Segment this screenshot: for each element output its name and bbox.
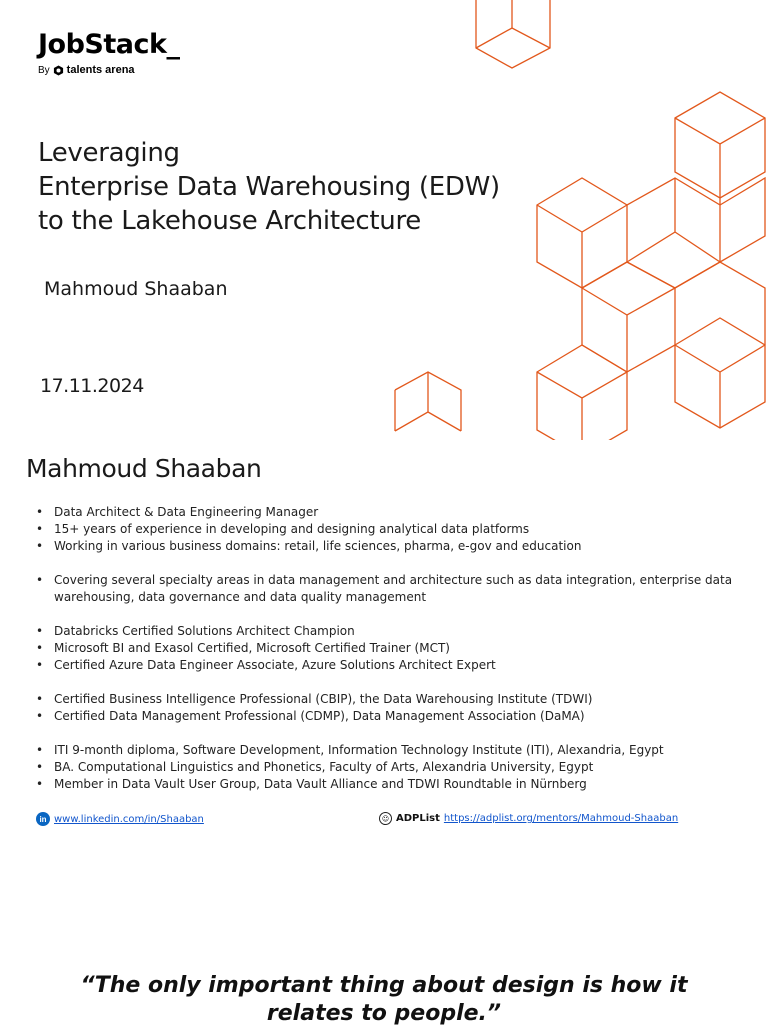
adplist-link[interactable]: https://adplist.org/mentors/Mahmoud-Shaaban [443, 813, 679, 824]
logo-brand: talents arena [66, 64, 135, 76]
cube-pattern-decoration [0, 0, 768, 440]
title-line: to the Lakehouse Architecture [38, 206, 421, 236]
bullet-item: • Certified Data Management Professional (CDMP), Data Management Association (DaMA) [36, 708, 756, 725]
logo-wordmark: JobStack [38, 29, 167, 60]
title-line: Enterprise Data Warehousing (EDW) [38, 172, 500, 202]
logo-by: By [38, 65, 50, 76]
bullet-item: • Working in various business domains: retail, life sciences, pharma, e-gov and education [36, 538, 756, 555]
contact-links [36, 812, 756, 828]
bullet-item: • ITI 9-month diploma, Software Development, Information Technology Institute (ITI), Alexandria, Egypt [36, 742, 756, 759]
bullet-item: • Member in Data Vault User Group, Data Vault Alliance and TDWI Roundtable in Nürnberg [36, 776, 756, 793]
presentation-date: 17.11.2024 [40, 375, 144, 397]
bullet-item: • Data Architect & Data Engineering Manager [36, 504, 756, 521]
bio-bullets [36, 504, 756, 810]
bullet-group [36, 691, 756, 725]
adplist-contact [379, 812, 678, 825]
linkedin-contact [36, 812, 204, 826]
bio-slide [0, 448, 768, 1024]
quote-line: “The only important thing about design is how it [80, 973, 688, 998]
quote-line: relates to people.” [266, 1001, 502, 1026]
title-line: Leveraging [38, 138, 180, 168]
bullet-group [36, 742, 756, 793]
bullet-item: • Covering several specialty areas in data management and architecture such as data integration, enterprise data warehousing, data governance and data quality management [36, 572, 756, 606]
bullet-group [36, 623, 756, 674]
bullet-item: • BA. Computational Linguistics and Phonetics, Faculty of Arts, Alexandria University, Egypt [36, 759, 756, 776]
linkedin-link[interactable]: www.linkedin.com/in/Shaaban [54, 813, 204, 825]
bullet-item: • 15+ years of experience in developing and designing analytical data platforms [36, 521, 756, 538]
bullet-item: • Databricks Certified Solutions Architect Champion [36, 623, 756, 640]
title-slide [0, 0, 768, 440]
adplist-icon: ☺ [379, 812, 392, 825]
linkedin-icon[interactable]: in [36, 812, 50, 826]
bullet-group [36, 504, 756, 555]
design-quote [0, 972, 768, 1028]
bullet-item: • Certified Azure Data Engineer Associate, Azure Solutions Architect Expert [36, 657, 756, 674]
author-name: Mahmoud Shaaban [44, 278, 228, 300]
bullet-item: • Microsoft BI and Exasol Certified, Microsoft Certified Trainer (MCT) [36, 640, 756, 657]
bullet-item: • Certified Business Intelligence Professional (CBIP), the Data Warehousing Institute (TDWI) [36, 691, 756, 708]
adplist-label: ADPList [396, 813, 440, 824]
logo-cursor: _ [166, 29, 180, 60]
bullet-group [36, 572, 756, 606]
bio-title: Mahmoud Shaaban [26, 454, 262, 483]
